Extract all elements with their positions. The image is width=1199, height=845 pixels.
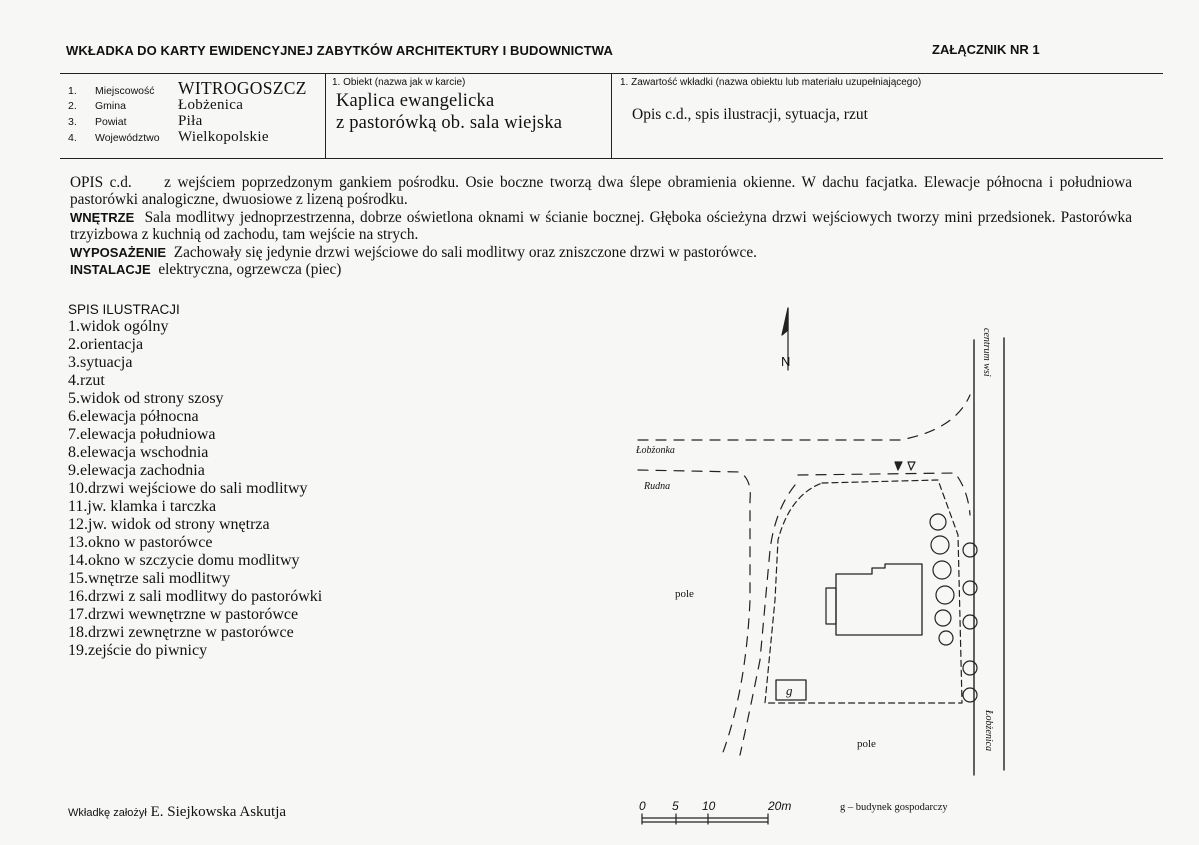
description-interior: WNĘTRZE Sala modlitwy jednoprzestrzenna, dobrze oświetlona oknami w ścianie bocznej. Głęboka ościeżyna drzwi wejściowych tworzy mini przedsionek. Pastorówka trzyizbowa z kuchnią od zachodu, tam wejście na strych.: [70, 208, 1132, 244]
object-heading: 1. Obiekt (nazwa jak w karcie): [332, 77, 466, 88]
list-item: 9.elewacja zachodnia: [68, 462, 205, 479]
list-item: 11.jw. klamka i tarczka: [68, 498, 217, 515]
list-item: 3.sytuacja: [68, 354, 133, 371]
list-item: 18.drzwi zewnętrzne w pastorówce: [68, 624, 294, 641]
list-item: 17.drzwi wewnętrzne w pastorówce: [68, 606, 299, 623]
description-opis: OPIS c.d. z wejściem poprzedzonym gankiem pośrodku. Osie boczne tworzą dwa ślepe obramienia okienne. W dachu facjatka. Elewacje północna i południowa pastorówki analogiczne, dwuosiowe z lizeną pośrodku.: [70, 174, 1132, 209]
tree-icon: [963, 581, 977, 595]
plot-fence: [765, 480, 962, 703]
field-label-bottom: pole: [857, 738, 876, 750]
list-item: 2.orientacja: [68, 336, 144, 353]
scale-0: 0: [639, 799, 646, 813]
annex-number: ZAŁĄCZNIK NR 1: [932, 42, 1040, 57]
tree-icon: [963, 688, 977, 702]
outbuilding-mark: g: [786, 683, 793, 698]
road-label-lobzenica: Łobżenica: [983, 710, 994, 752]
road-rudna-east: [638, 470, 750, 755]
footer-label: Wkładkę założył: [68, 807, 147, 819]
list-item: 15.wnętrze sali modlitwy: [68, 570, 231, 587]
info-table: [60, 73, 1163, 159]
list-item: 10.drzwi wejściowe do sali modlitwy: [68, 480, 308, 497]
list-item: 16.drzwi z sali modlitwy do pastorówki: [68, 588, 323, 605]
location-row-county: 3. Powiat Piła: [68, 113, 203, 129]
tree-icon: [935, 610, 951, 626]
tree-icon: [931, 536, 949, 554]
tree-icon: [939, 631, 953, 645]
illustrations-list: [68, 318, 322, 660]
tree-icon: [930, 514, 946, 530]
location-row-commune: 2. Gmina Łobżenica: [68, 97, 244, 113]
contents-value: Opis c.d., spis ilustracji, sytuacja, rzut: [632, 106, 868, 123]
contents-heading: 1. Zawartość wkładki (nazwa obiektu lub materiału uzupełniającego): [620, 77, 922, 88]
list-item: 8.elewacja wschodnia: [68, 444, 209, 461]
voivodeship-value: Wielkopolskie: [178, 129, 269, 145]
tree-icon: [963, 543, 977, 557]
list-item: 19.zejście do piwnicy: [68, 642, 208, 659]
table-divider: [611, 74, 612, 158]
chapel-building: [836, 564, 922, 635]
location-row-voivodeship: 4. Województwo Wielkopolskie: [68, 129, 269, 145]
road-label-rudna: Rudna: [644, 481, 671, 492]
scale-5: 5: [672, 799, 679, 813]
tree-icon: [963, 661, 977, 675]
description: [70, 174, 1132, 278]
footer: [68, 804, 286, 821]
list-item: 13.okno w pastorówce: [68, 534, 213, 551]
scale-20: 20m: [768, 799, 792, 813]
porch: [826, 588, 836, 624]
list-item: 7.elewacja południowa: [68, 426, 216, 443]
form-title: WKŁADKA DO KARTY EWIDENCYJNEJ ZABYTKÓW ARCHITEKTURY I BUDOWNICTWA: [66, 43, 613, 58]
road-rudna-north: [798, 473, 970, 515]
object-name-line2: z pastorówką ob. sala wiejska: [336, 113, 563, 133]
road-label-lobzonka: Łobżonka: [636, 445, 675, 456]
scale-10: 10: [702, 799, 716, 813]
location-row-town: 1. Miejscowość WITROGOSZCZ: [68, 78, 307, 98]
list-item: 5.widok od strony szosy: [68, 390, 224, 407]
footer-author: E. Siejkowska Askutja: [150, 804, 287, 820]
object-name-line1: Kaplica ewangelicka: [336, 91, 495, 111]
north-label: N: [781, 354, 791, 369]
tree-icon: [936, 586, 954, 604]
map-legend: g – budynek gospodarczy: [840, 802, 948, 813]
tree-icon: [933, 561, 951, 579]
entrance-arrow-icon: [895, 462, 902, 470]
illustrations-heading: SPIS ILUSTRACJI: [68, 302, 180, 317]
list-item: 1.widok ogólny: [68, 318, 169, 335]
entrance-arrow-icon: [908, 462, 915, 470]
north-arrow-head: [782, 308, 788, 335]
table-divider: [325, 74, 326, 158]
site-plan: [600, 300, 1020, 830]
road-label-center: centrum wsi: [981, 328, 992, 377]
county-value: Piła: [178, 113, 203, 129]
description-furnishing: WYPOSAŻENIE Zachowały się jedynie drzwi wejściowe do sali modlitwy oraz zniszczone drzwi w pastorówce.: [70, 243, 757, 261]
list-item: 6.elewacja północna: [68, 408, 199, 425]
list-item: 4.rzut: [68, 372, 105, 389]
list-item: 14.okno w szczycie domu modlitwy: [68, 552, 300, 569]
description-installations: INSTALACJE elektryczna, ogrzewcza (piec): [70, 261, 342, 279]
road-lobzonka: [638, 395, 970, 440]
town-value: WITROGOSZCZ: [178, 78, 307, 98]
field-label-left: pole: [675, 588, 694, 600]
list-item: 12.jw. widok od strony wnętrza: [68, 516, 270, 533]
tree-icon: [963, 615, 977, 629]
commune-value: Łobżenica: [178, 97, 244, 113]
